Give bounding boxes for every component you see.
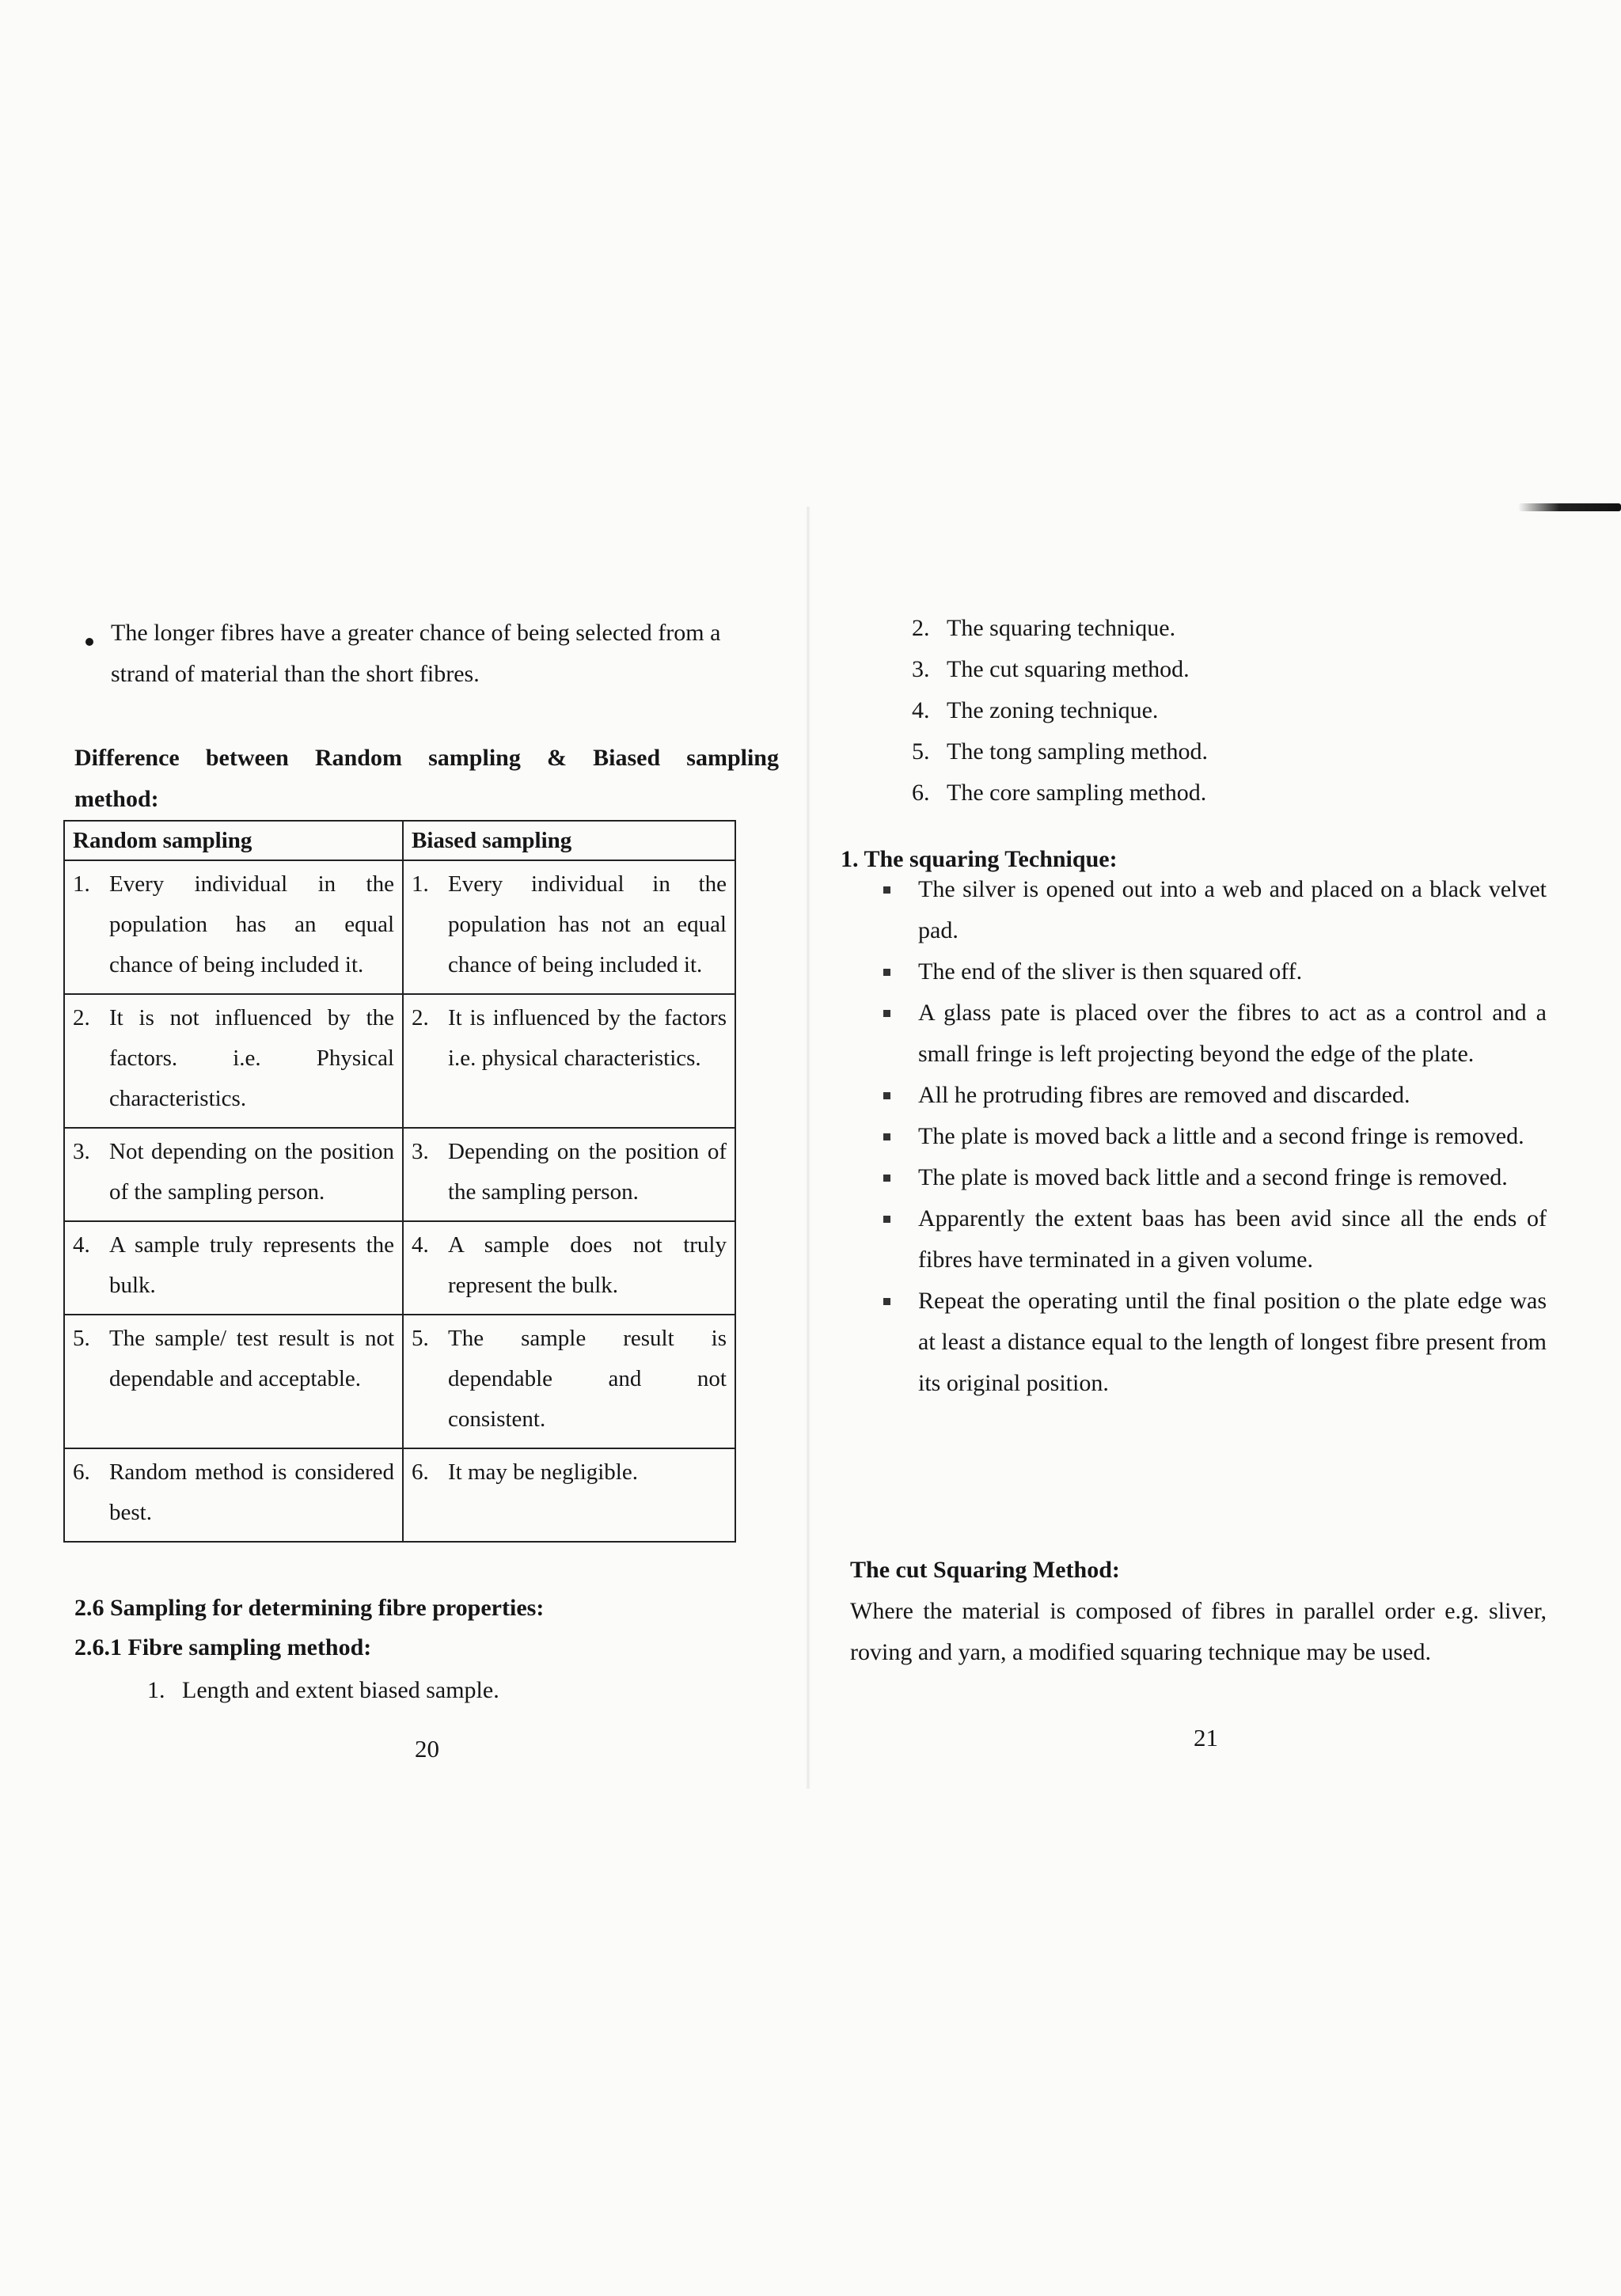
list-item <box>882 992 1547 1075</box>
list-item <box>882 951 1547 992</box>
random-text: The sample/ test result is not dependable and acceptable. <box>109 1326 394 1391</box>
table-row <box>64 1315 735 1448</box>
table-row <box>64 994 735 1128</box>
row-number: 4. <box>412 1232 429 1258</box>
cut-squaring-paragraph: Where the material is composed of fibres in parallel order e.g. sliver, roving and yarn, a modified squaring technique may be used. <box>850 1598 1547 1665</box>
step-text: The end of the sliver is then squared off. <box>918 958 1303 985</box>
method-number: 4. <box>912 697 930 723</box>
cut-squaring-heading: The cut Squaring Method: <box>850 1557 1120 1583</box>
row-number: 6. <box>73 1459 90 1485</box>
method-text: The tong sampling method. <box>947 738 1208 765</box>
row-number: 5. <box>412 1326 429 1351</box>
difference-table <box>63 820 736 1543</box>
table-row <box>64 1128 735 1221</box>
method-text: The core sampling method. <box>947 780 1207 806</box>
method-text: The squaring technique. <box>947 615 1176 641</box>
table-cell-random <box>64 1315 403 1448</box>
row-number: 1. <box>412 871 429 897</box>
square-bullet-icon <box>883 1216 890 1223</box>
table-cell-random <box>64 1128 403 1221</box>
squaring-steps-list <box>882 869 1547 1404</box>
list-item <box>882 1281 1547 1404</box>
random-text: Not depending on the position of the sampling person. <box>109 1139 394 1205</box>
table-cell-random <box>64 994 403 1128</box>
header-random: Random sampling <box>64 821 403 860</box>
random-text: A sample truly represents the bulk. <box>109 1232 394 1298</box>
method-text: The cut squaring method. <box>947 656 1190 682</box>
difference-heading: Difference between Random sampling & Biased sampling method: <box>74 745 779 812</box>
random-text: It is not influenced by the factors. i.e. Physical characteristics. <box>109 1005 394 1111</box>
random-text: Every individual in the population has an equal chance of being included it. <box>109 871 394 977</box>
step-text: Apparently the extent baas has been avid since all the ends of fibres have terminated in a given volume. <box>918 1205 1547 1273</box>
biased-text: The sample result is dependable and not consistent. <box>448 1326 727 1432</box>
page-number-right: 21 <box>1194 1724 1218 1751</box>
square-bullet-icon <box>883 886 890 894</box>
step-text: Repeat the operating until the final position o the plate edge was at least a distance equal to the length of longest fibre present from its original position. <box>918 1288 1547 1396</box>
step-text: The plate is moved back a little and a second fringe is removed. <box>918 1123 1524 1149</box>
squaring-heading: 1. The squaring Technique: <box>841 846 1118 872</box>
square-bullet-icon <box>883 1298 890 1305</box>
row-number: 4. <box>73 1232 90 1258</box>
square-bullet-icon <box>883 1092 890 1099</box>
table-header-row <box>64 821 735 860</box>
method-number: 3. <box>912 656 930 682</box>
method-item-1 <box>147 1670 765 1711</box>
method-number: 5. <box>912 738 930 765</box>
list-item <box>912 690 1545 731</box>
square-bullet-icon <box>883 1133 890 1140</box>
page-number-left: 20 <box>415 1735 439 1763</box>
table-cell-biased <box>403 1128 735 1221</box>
table-cell-biased <box>403 1221 735 1315</box>
method-number: 6. <box>912 780 930 806</box>
row-number: 3. <box>412 1139 429 1164</box>
biased-text: Every individual in the population has not an equal chance of being included it. <box>448 871 727 977</box>
biased-text: It is influenced by the factors i.e. physical characteristics. <box>448 1005 727 1071</box>
square-bullet-icon <box>883 969 890 976</box>
table-cell-random <box>64 1448 403 1542</box>
table-cell-biased <box>403 860 735 994</box>
step-text: A glass pate is placed over the fibres to act as a control and a small fringe is left projecting beyond the edge of the plate. <box>918 1000 1547 1067</box>
list-item <box>912 649 1545 690</box>
table-cell-biased <box>403 1448 735 1542</box>
row-number: 2. <box>412 1005 429 1030</box>
methods-list <box>912 608 1545 814</box>
method-text: Length and extent biased sample. <box>182 1677 499 1703</box>
row-number: 2. <box>73 1005 90 1030</box>
list-item <box>882 869 1547 951</box>
list-item <box>912 772 1545 814</box>
list-item <box>882 1116 1547 1157</box>
step-text: The plate is moved back little and a second fringe is removed. <box>918 1164 1508 1190</box>
step-text: The silver is opened out into a web and placed on a black velvet pad. <box>918 876 1547 943</box>
table-row <box>64 1221 735 1315</box>
list-item <box>882 1075 1547 1116</box>
method-number: 2. <box>912 615 930 641</box>
list-item <box>882 1198 1547 1281</box>
square-bullet-icon <box>883 1010 890 1017</box>
subsection-heading: 2.6.1 Fibre sampling method: <box>74 1634 372 1660</box>
list-item <box>912 608 1545 649</box>
step-text: All he protruding fibres are removed and discarded. <box>918 1082 1410 1108</box>
section-heading: 2.6 Sampling for determining fibre properties: <box>74 1595 545 1621</box>
header-biased: Biased sampling <box>403 821 735 860</box>
table-cell-random <box>64 860 403 994</box>
table-row <box>64 860 735 994</box>
row-number: 1. <box>73 871 90 897</box>
list-item <box>912 731 1545 772</box>
table-cell-biased <box>403 994 735 1128</box>
bullet-dot-icon <box>85 638 93 646</box>
table-row <box>64 1448 735 1542</box>
row-number: 3. <box>73 1139 90 1164</box>
biased-text: A sample does not truly represent the bulk. <box>448 1232 727 1298</box>
biased-text: It may be negligible. <box>448 1459 638 1485</box>
biased-text: Depending on the position of the sampling person. <box>448 1139 727 1205</box>
list-item <box>882 1157 1547 1198</box>
square-bullet-icon <box>883 1175 890 1182</box>
left-page <box>0 0 810 2296</box>
table-cell-random <box>64 1221 403 1315</box>
row-number: 6. <box>412 1459 429 1485</box>
intro-bullet-text: The longer fibres have a greater chance of being selected from a strand of material than the short fibres. <box>111 620 721 687</box>
method-number: 1. <box>147 1677 165 1703</box>
random-text: Random method is considered best. <box>109 1459 394 1525</box>
method-text: The zoning technique. <box>947 697 1159 723</box>
row-number: 5. <box>73 1326 90 1351</box>
table-cell-biased <box>403 1315 735 1448</box>
